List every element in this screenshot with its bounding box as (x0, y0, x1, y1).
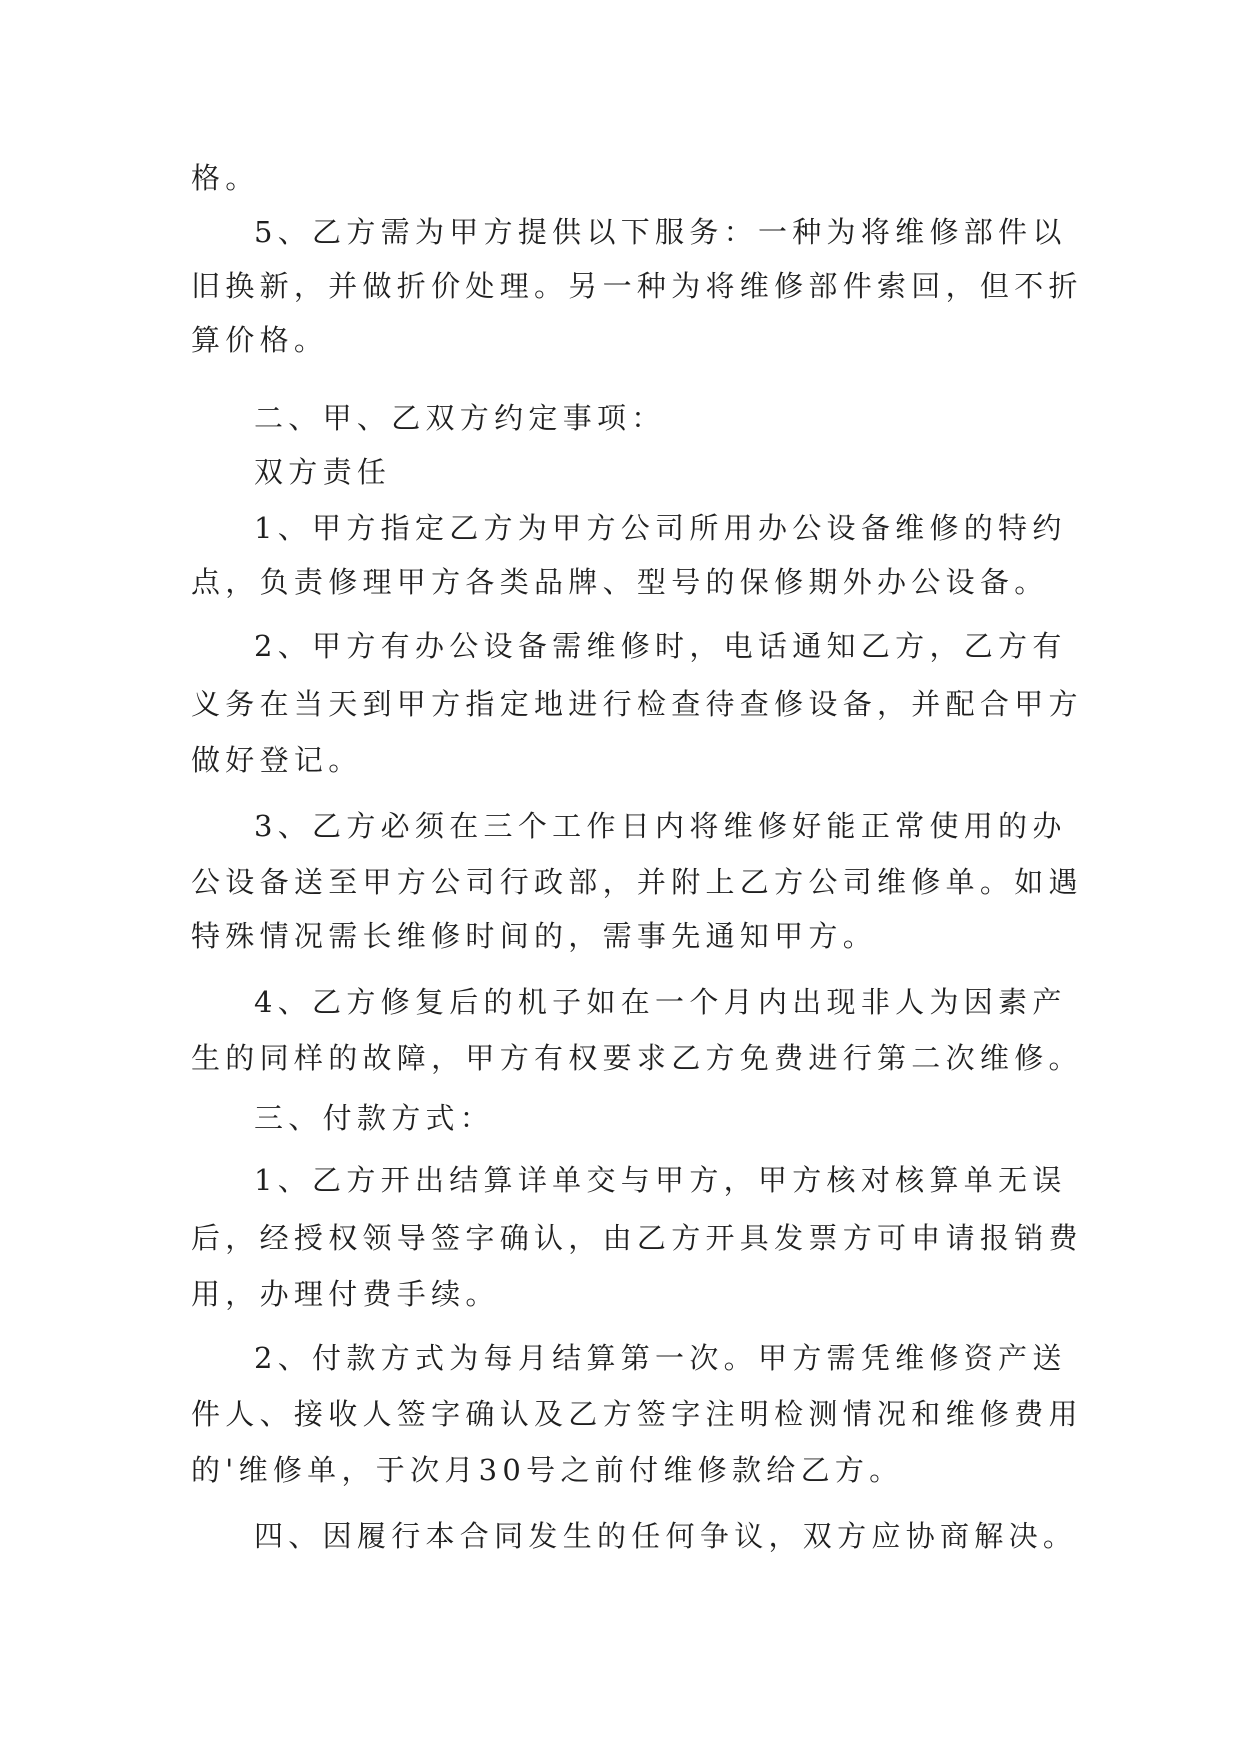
text-line: 用，办理付费手续。 (191, 1277, 500, 1311)
text-line: 格。 (191, 161, 260, 195)
text-line: 后，经授权领导签字确认，由乙方开具发票方可申请报销费 (191, 1221, 1083, 1255)
text-line: 1、乙方开出结算详单交与甲方，甲方核对核算单无误 (254, 1163, 1067, 1197)
section-heading: 四、因履行本合同发生的任何争议，双方应协商解决。 (254, 1519, 1078, 1553)
text-line: 2、甲方有办公设备需维修时，电话通知乙方，乙方有 (254, 629, 1067, 663)
text-line: 算价格。 (191, 323, 329, 357)
text-line: 3、乙方必须在三个工作日内将维修好能正常使用的办 (254, 809, 1067, 843)
section-heading: 三、付款方式： (254, 1101, 495, 1135)
text-line: 4、乙方修复后的机子如在一个月内出现非人为因素产 (254, 985, 1067, 1019)
text-line: 生的同样的故障，甲方有权要求乙方免费进行第二次维修。 (191, 1041, 1083, 1075)
text-line: 特殊情况需长维修时间的，需事先通知甲方。 (191, 919, 878, 953)
section-heading: 二、甲、乙双方约定事项： (254, 401, 666, 435)
text-line: 旧换新，并做折价处理。另一种为将维修部件索回，但不折 (191, 269, 1083, 303)
text-line: 2、付款方式为每月结算第一次。甲方需凭维修资产送 (254, 1341, 1067, 1375)
text-line: 的'维修单，于次月30号之前付维修款给乙方。 (191, 1453, 904, 1487)
text-line: 1、甲方指定乙方为甲方公司所用办公设备维修的特约 (254, 511, 1067, 545)
text-line: 义务在当天到甲方指定地进行检查待查修设备，并配合甲方 (191, 687, 1083, 721)
text-line: 件人、接收人签字确认及乙方签字注明检测情况和维修费用 (191, 1397, 1083, 1431)
text-line: 点，负责修理甲方各类品牌、型号的保修期外办公设备。 (191, 565, 1049, 599)
text-line: 5、乙方需为甲方提供以下服务：一种为将维修部件以 (254, 215, 1067, 249)
subsection-heading: 双方责任 (254, 455, 392, 489)
text-line: 公设备送至甲方公司行政部，并附上乙方公司维修单。如遇 (191, 865, 1083, 899)
text-line: 做好登记。 (191, 743, 363, 777)
